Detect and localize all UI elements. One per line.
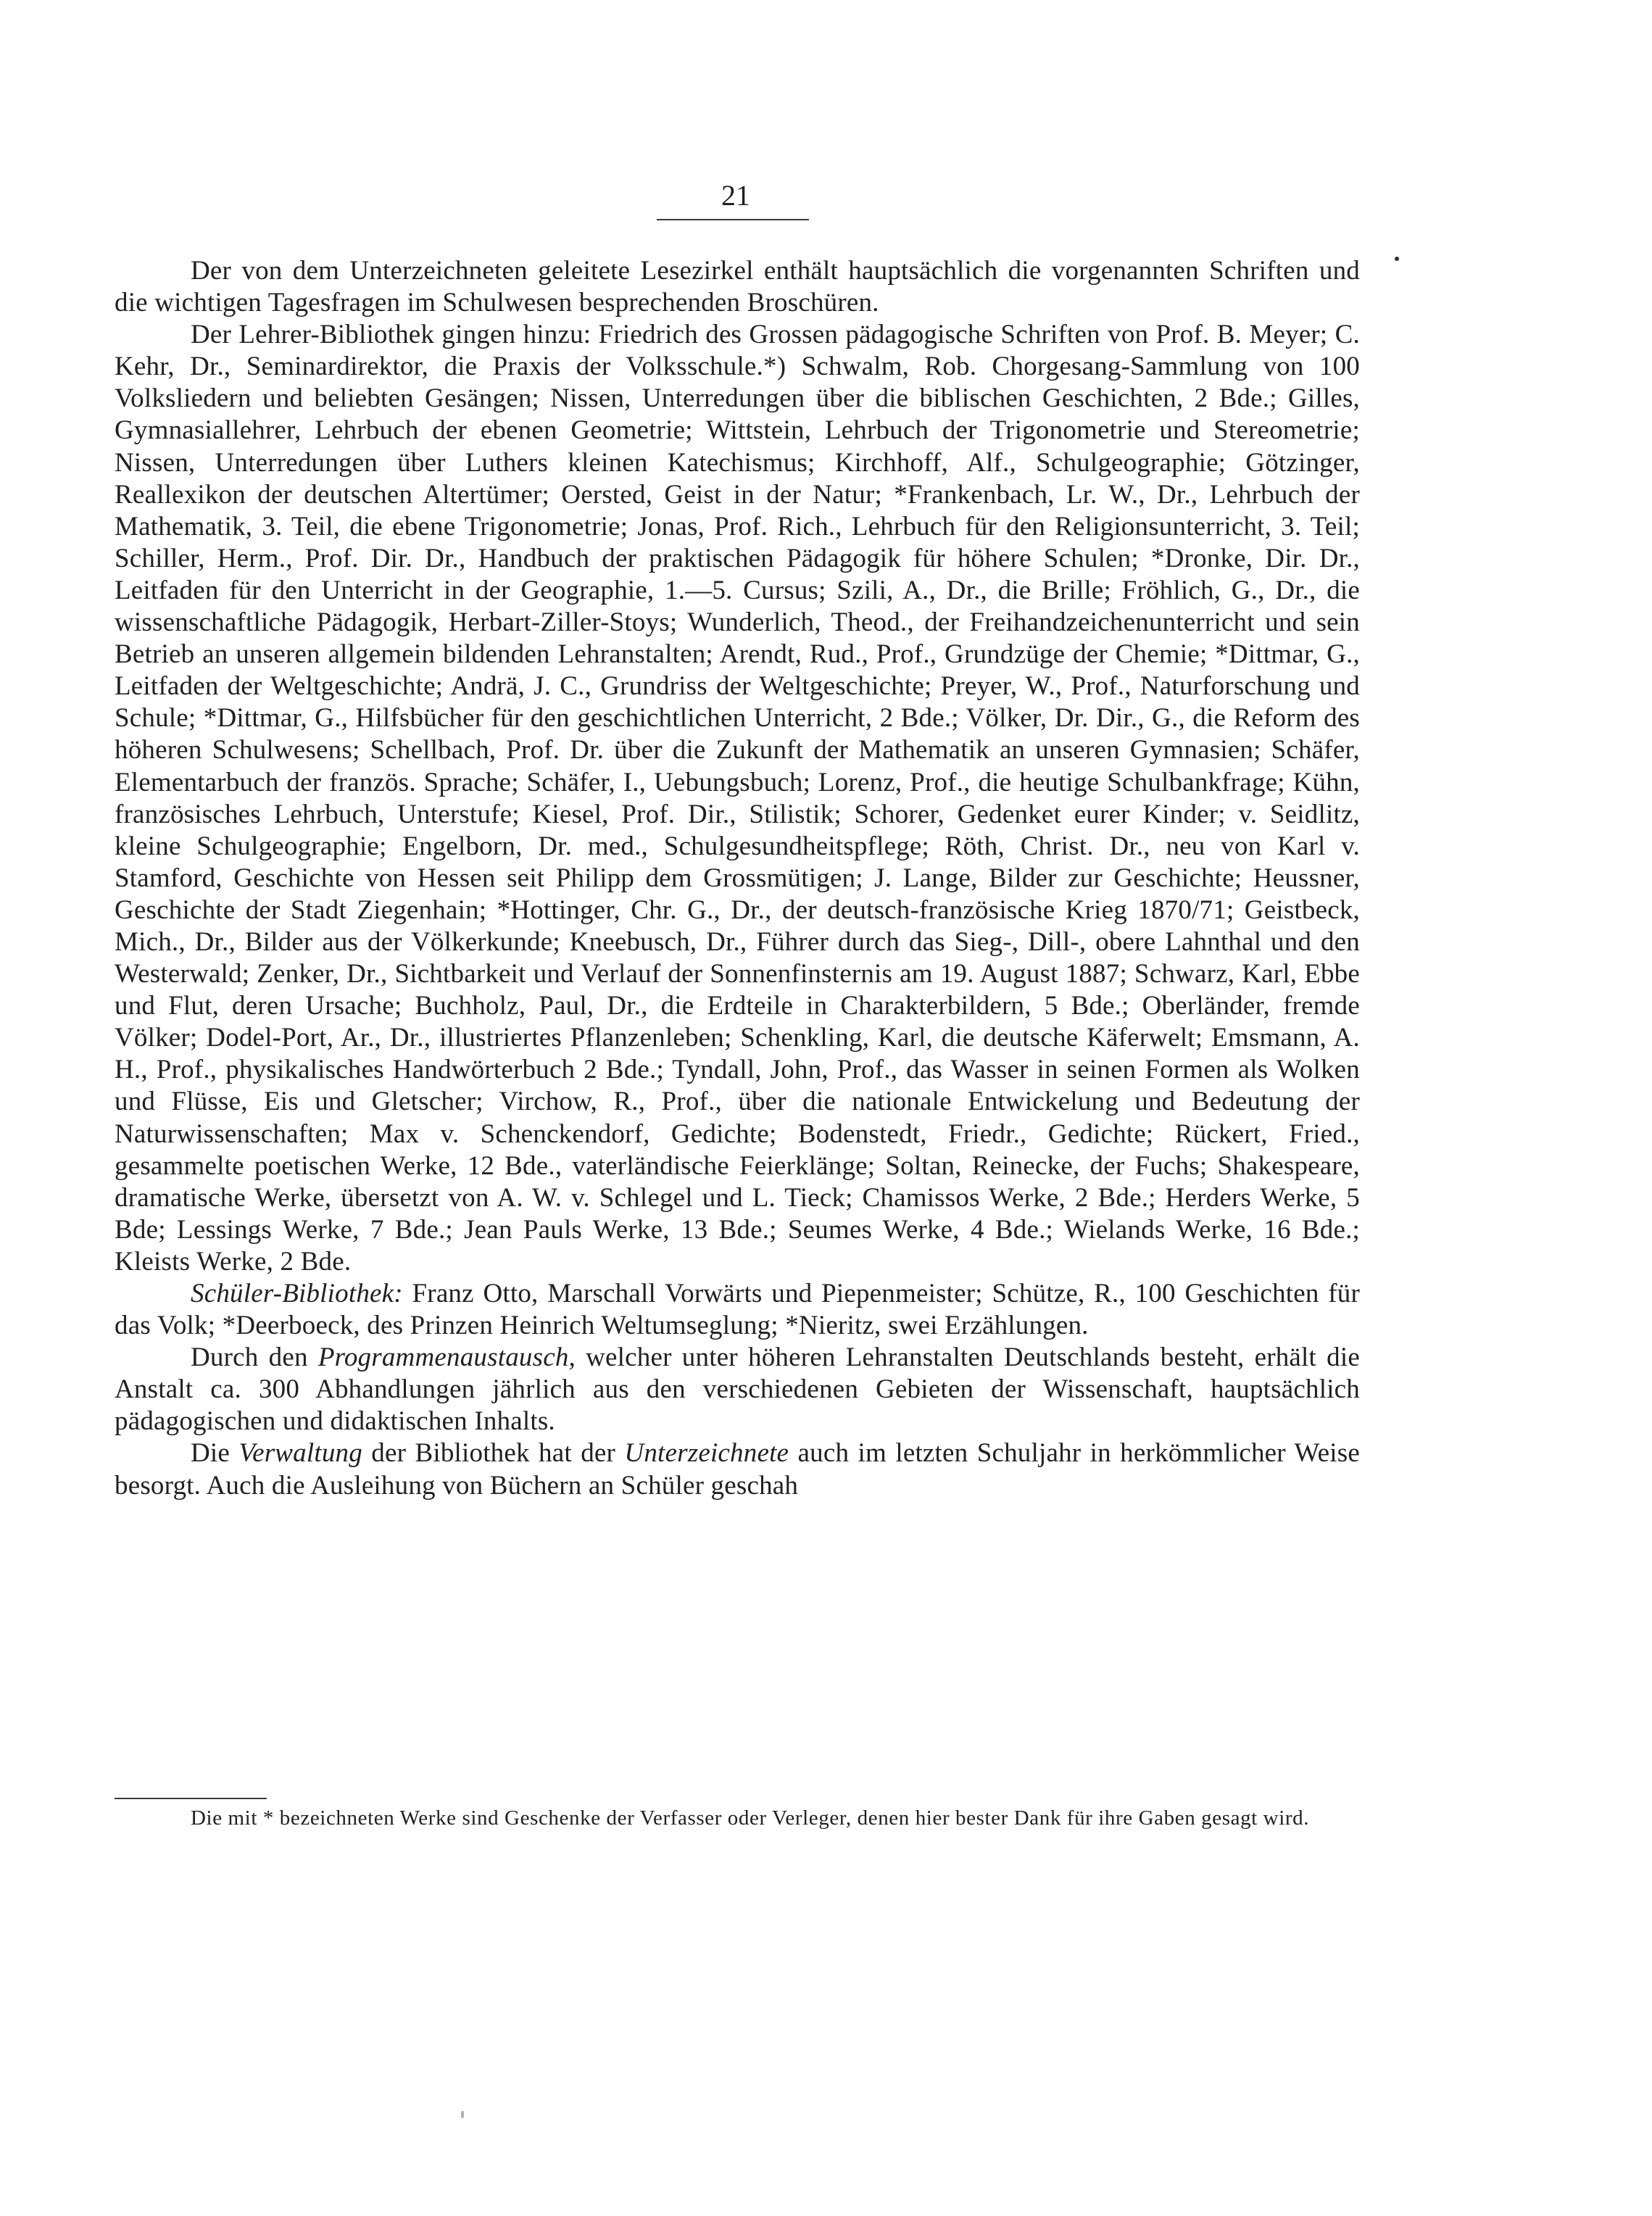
verwaltung-text: auch im letzten Schuljahr in herkömmlicher Weise besorgt. Auch die Ausleihung von Büchern an Schüler geschah (115, 1438, 1360, 1501)
verwaltung-mid: der Bibliothek hat der (362, 1438, 625, 1469)
footnote-rule (115, 1798, 267, 1799)
paragraph-schueler-bibliothek (115, 1278, 1360, 1342)
programmenaustausch-pre: Durch den (191, 1343, 318, 1373)
schueler-bibliothek-label: Schüler-Bibliothek: (191, 1279, 403, 1308)
page-number-rule (657, 219, 809, 220)
print-speck (1395, 257, 1399, 261)
paragraph-programmenaustausch (115, 1342, 1360, 1437)
programmenaustausch-term: Programmenaustausch, (317, 1343, 576, 1373)
programmenaustausch-text: welcher unter höheren Lehranstalten Deutschlands besteht, erhält die Anstalt ca. 300 Abhandlungen jährlich aus den verschiedenen Gebieten der Wissenschaft, hauptsächlich pädagogischen und didaktischen Inhalts. (115, 1343, 1360, 1437)
paragraph-verwaltung (115, 1437, 1360, 1501)
paragraph-lesezirkel: Der von dem Unterzeichneten geleitete Lesezirkel enthält hauptsächlich die vorgenannten Schriften und die wichtigen Tagesfragen im Schulwesen besprechenden Broschüren. (115, 256, 1360, 318)
body-text (115, 255, 1360, 1502)
schueler-bibliothek-text: Franz Otto, Marschall Vorwärts und Piepenmeister; Schütze, R., 100 Geschichten für das Volk; *Deerboeck, des Prinzen Heinrich Weltumseglung; *Nieritz, swei Erzählungen. (115, 1279, 1360, 1341)
verwaltung-pre: Die (191, 1438, 239, 1469)
footnote (115, 1805, 1360, 1831)
paragraph-lehrer-bibliothek: Der Lehrer-Bibliothek gingen hinzu: Friedrich des Grossen pädagogische Schriften von Prof. B. Meyer; C. Kehr, Dr., Seminardirektor, die Praxis der Volksschule.*) Schwalm, Rob. Chorgesang-Sammlung von 100 Volksliedern und beliebten Gesängen; Nissen, Unterredungen über die biblischen Geschichten, 2 Bde.; Gilles, Gymnasiallehrer, Lehrbuch der ebenen Geometrie; Wittstein, Lehrbuch der Trigonometrie und Stereometrie; Nissen, Unterredungen über Luthers kleinen Katechismus; Kirchhoff, Alf., Schulgeographie; Götzinger, Reallexikon der deutschen Altertümer; Oersted, Geist in der Natur; *Frankenbach, Lr. W., Dr., Lehrbuch der Mathematik, 3. Teil, die ebene Trigonometrie; Jonas, Prof. Rich., Lehrbuch für den Religionsunterricht, 3. Teil; Schiller, Herm., Prof. Dir. Dr., Handbuch der praktischen Pädagogik für höhere Schulen; *Dronke, Dir. Dr., Leitfaden für den Unterricht in der Geographie, 1.—5. Cursus; Szili, A., Dr., die Brille; Fröhlich, G., Dr., die wissenschaftliche Pädagogik, Herbart-Ziller-Stoys; Wunderlich, Theod., der Freihandzeichenunterricht und sein Betrieb an unseren allgemein bildenden Lehranstalten; Arendt, Rud., Prof., Grundzüge der Chemie; *Dittmar, G., Leitfaden der Weltgeschichte; Andrä, J. C., Grundriss der Weltgeschichte; Preyer, W., Prof., Naturforschung und Schule; *Dittmar, G., Hilfsbücher für den geschichtlichen Unterricht, 2 Bde.; Völker, Dr. Dir., G., die Reform des höheren Schulwesens; Schellbach, Prof. Dr. über die Zukunft der Mathematik an unseren Gymnasien; Schäfer, Elementarbuch der französ. Sprache; Schäfer, I., Uebungsbuch; Lorenz, Prof., die heutige Schulbankfrage; Kühn, französisches Lehrbuch, Unterstufe; Kiesel, Prof. Dir., Stilistik; Schorer, Gedenket eurer Kinder; v. Seidlitz, kleine Schulgeographie; Engelborn, Dr. med., Schulgesundheitspflege; Röth, Christ. Dr., neu von Karl v. Stamford, Geschichte von Hessen seit Philipp dem Grossmütigen; J. Lange, Bilder zur Geschichte; Heussner, Geschichte der Stadt Ziegenhain; *Hottinger, Chr. G., Dr., der deutsch-französische Krieg 1870/71; Geistbeck, Mich., Dr., Bilder aus der Völkerkunde; Kneebusch, Dr., Führer durch das Sieg-, Dill-, obere Lahnthal und den Westerwald; Zenker, Dr., Sichtbarkeit und Verlauf der Sonnenfinsternis am 19. August 1887; Schwarz, Karl, Ebbe und Flut, deren Ursache; Buchholz, Paul, Dr., die Erdteile in Charakterbildern, 5 Bde.; Oberländer, fremde Völker; Dodel-Port, Ar., Dr., illustriertes Pflanzenleben; Schenkling, Karl, die deutsche Käferwelt; Emsmann, A. H., Prof., physikalisches Handwörterbuch 2 Bde.; Tyndall, John, Prof., das Wasser in seinen Formen als Wolken und Flüsse, Eis und Gletscher; Virchow, R., Prof., über die nationale Entwickelung und Bedeutung der Naturwissenschaften; Max v. Schenckendorf, Gedichte; Bodenstedt, Friedr., Gedichte; Rückert, Fried., gesammelte poetischen Werke, 12 Bde., vaterländische Feierklänge; Soltan, Reinecke, der Fuchs; Shakespeare, dramatische Werke, übersetzt von A. W. v. Schlegel und L. Tieck; Chamissos Werke, 2 Bde.; Herders Werke, 5 Bde; Lessings Werke, 7 Bde.; Jean Pauls Werke, 13 Bde.; Seumes Werke, 4 Bde.; Wielands Werke, 16 Bde.; Kleists Werke, 2 Bde. (115, 320, 1360, 1277)
print-speck (461, 2111, 464, 2118)
footnote-text: Die mit * bezeichneten Werke sind Geschenke der Verfasser oder Verleger, denen hier bester Dank für ihre Gaben gesagt wird. (191, 1806, 1310, 1830)
page-number: 21 (721, 179, 750, 212)
unterzeichnete-term: Unterzeichnete (624, 1438, 789, 1469)
verwaltung-term: Verwaltung (238, 1438, 362, 1469)
